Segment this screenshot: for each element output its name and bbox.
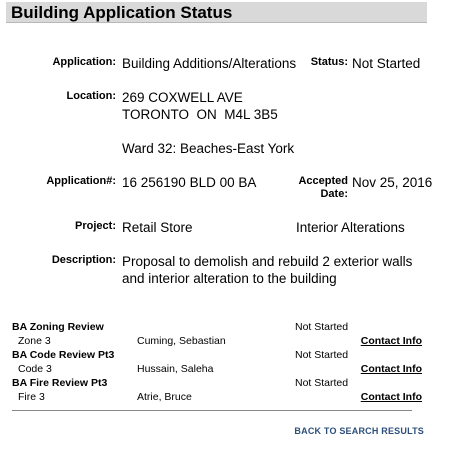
accepted-date-label-2: Date:	[320, 188, 348, 200]
review-status: Not Started	[295, 377, 349, 389]
description-value: Proposal to demolish and rebuild 2 exterior walls and interior alteration to the building	[122, 254, 413, 286]
review-row-fire	[12, 376, 422, 390]
project-label: Project:	[75, 220, 116, 232]
review-subrow-zoning	[12, 334, 422, 348]
application-value: Building Additions/Alterations	[122, 56, 297, 71]
location-line1: 269 COXWELL AVE	[122, 90, 243, 105]
divider	[12, 410, 412, 411]
application-label: Application:	[52, 56, 116, 68]
review-sub: Code 3	[18, 363, 52, 375]
accepted-date-label-1: Accepted	[298, 175, 348, 187]
review-row-code	[12, 348, 422, 362]
project-type-value: Interior Alterations	[296, 220, 405, 235]
review-person: Atrie, Bruce	[137, 391, 192, 403]
location-line2: TORONTO ON M4L 3B5	[122, 107, 278, 122]
application-number-value: 16 256190 BLD 00 BA	[122, 175, 257, 190]
application-number-label: Application#:	[46, 175, 116, 187]
review-status: Not Started	[295, 349, 349, 361]
review-subrow-fire	[12, 390, 422, 404]
page-title: Building Application Status	[11, 3, 233, 22]
contact-info-link[interactable]: Contact Info	[360, 391, 422, 403]
contact-info-link[interactable]: Contact Info	[360, 363, 422, 375]
review-subrow-code	[12, 362, 422, 376]
review-name: BA Fire Review Pt3	[12, 377, 108, 389]
review-person: Hussain, Saleha	[137, 363, 214, 375]
review-sub: Zone 3	[18, 335, 51, 347]
review-name: BA Code Review Pt3	[12, 349, 115, 361]
review-row-zoning	[12, 320, 422, 334]
contact-info-link[interactable]: Contact Info	[360, 335, 422, 347]
status-label: Status:	[310, 56, 348, 68]
status-value: Not Started	[352, 56, 421, 71]
reviews-list	[12, 320, 422, 404]
accepted-date-value: Nov 25, 2016	[352, 175, 433, 190]
review-name: BA Zoning Review	[12, 321, 104, 333]
review-person: Cuming, Sebastian	[137, 335, 226, 347]
project-value: Retail Store	[122, 220, 193, 235]
review-status: Not Started	[295, 321, 349, 333]
location-label: Location:	[66, 90, 116, 102]
description-label: Description:	[51, 254, 116, 266]
review-sub: Fire 3	[18, 391, 45, 403]
ward-value: Ward 32: Beaches-East York	[122, 141, 295, 156]
back-to-search-results-link[interactable]: BACK TO SEARCH RESULTS	[294, 426, 424, 436]
title-bar	[6, 2, 427, 23]
